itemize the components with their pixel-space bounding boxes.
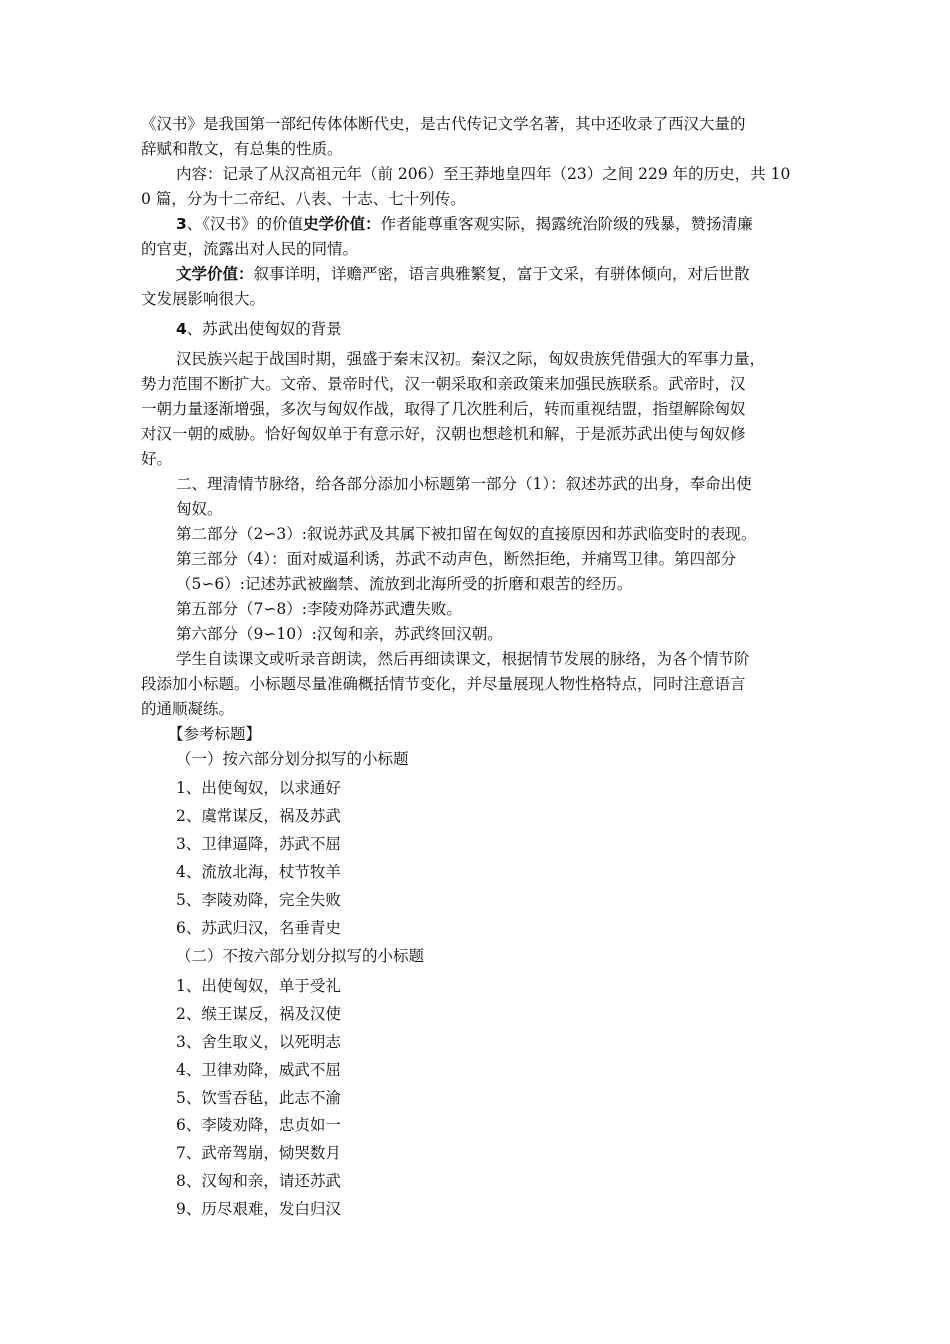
- reference-heading: 【参考标题】: [168, 725, 262, 743]
- list-two-item: 2、缑王谋反，祸及汉使: [176, 1005, 341, 1023]
- background-line-5: 好。: [141, 450, 173, 468]
- list-one-item: 6、苏武归汉，名垂青史: [176, 919, 341, 937]
- background-line-4: 对汉一朝的威胁。恰好匈奴单于有意示好，汉朝也想趁机和解，于是派苏武出使与匈奴修: [141, 425, 746, 443]
- task-line-1: 学生自读课文或听录音朗读，然后再细读课文，根据情节发展的脉络，为各个情节阶: [176, 650, 750, 668]
- list-two-item: 8、汉匈和亲，请还苏武: [176, 1172, 341, 1190]
- part-three-line-1: 第三部分（4）：面对威逼利诱，苏武不动声色，断然拒绝，并痛骂卫律。第四部分: [176, 550, 737, 568]
- list-two-item: 3、舍生取义，以死明志: [176, 1033, 341, 1051]
- intro-line-2: 辞赋和散文，有总集的性质。: [141, 140, 343, 158]
- value-line-2: 的官吏，流露出对人民的同情。: [141, 240, 359, 258]
- list-one-item: 3、卫律逼降，苏武不屈: [176, 835, 341, 853]
- list-two-item: 7、武帝驾崩，恸哭数月: [176, 1144, 341, 1162]
- background-title: 、苏武出使匈奴的背景: [186, 320, 342, 338]
- list-two-heading: （二）不按六部分划分拟写的小标题: [176, 947, 425, 965]
- list-one-heading: （一）按六部分划分拟写的小标题: [176, 750, 409, 768]
- list-one-item: 4、流放北海，杖节牧羊: [176, 863, 341, 881]
- part-two-line: 第二部分（2∽3）:叙说苏武及其属下被扣留在匈奴的直接原因和苏武临变时的表现。: [176, 525, 757, 543]
- background-number: 4: [176, 320, 187, 338]
- list-one-item: 1、出使匈奴，以求通好: [176, 779, 341, 797]
- list-two-item: 1、出使匈奴，单于受礼: [176, 977, 341, 995]
- task-line-3: 的通顺凝练。: [141, 700, 235, 718]
- historical-value-label: 史学价值：: [303, 215, 381, 233]
- literary-value-line-2: 文发展影响很大。: [141, 290, 266, 308]
- historical-value-text: 作者能尊重客观实际，揭露统治阶级的残暴，赞扬清廉: [380, 215, 753, 233]
- list-two-item: 9、历尽艰难，发白归汉: [176, 1200, 341, 1218]
- intro-line-1: 《汉书》是我国第一部纪传体体断代史，是古代传记文学名著，其中还收录了西汉大量的: [141, 115, 746, 133]
- list-one-item: 5、李陵劝降，完全失败: [176, 891, 341, 909]
- content-line-2: 0 篇，分为十二帝纪、八表、十志、七十列传。: [141, 190, 466, 208]
- background-line-3: 一朝力量逐渐增强，多次与匈奴作战，取得了几次胜利后，转而重视结盟，指望解除匈奴: [141, 400, 746, 418]
- list-two-item: 6、李陵劝降，忠贞如一: [176, 1116, 341, 1134]
- plot-line-2: 匈奴。: [176, 500, 223, 518]
- list-two-item: 4、卫律劝降，威武不屈: [176, 1061, 341, 1079]
- content-line-1: 内容：记录了从汉高祖元年（前 206）至王莽地皇四年（23）之间 229 年的历史，共 10: [176, 165, 791, 183]
- list-two-item: 5、饮雪吞毡，此志不渝: [176, 1089, 341, 1107]
- plot-line-1: 二、理清情节脉络，给各部分添加小标题第一部分（1）：叙述苏武的出身，奉命出使: [176, 475, 752, 493]
- background-line-2: 势力范围不断扩大。文帝、景帝时代，汉一朝采取和亲政策来加强民族联系。武帝时，汉: [141, 375, 746, 393]
- literary-value-label: 文学价值：: [176, 265, 254, 283]
- literary-value-line-1: [176, 263, 750, 285]
- value-number: 3: [176, 215, 187, 233]
- value-line-1: [176, 213, 753, 235]
- part-three-line-2: （5∽6）:记述苏武被幽禁、流放到北海所受的折磨和艰苦的经历。: [176, 575, 633, 593]
- literary-value-text: 叙事详明，详赡严密，语言典雅繁复，富于文采，有骈体倾向，对后世散: [253, 265, 750, 283]
- part-six-line: 第六部分（9∽10）:汉匈和亲，苏武终回汉朝。: [176, 625, 503, 643]
- background-heading: [176, 318, 342, 340]
- task-line-2: 段添加小标题。小标题尽量准确概括情节变化，并尽量展现人物性格特点，同时注意语言: [141, 675, 746, 693]
- list-one-item: 2、虞常谋反，祸及苏武: [176, 807, 341, 825]
- value-prefix: 、《汉书》的价值: [186, 215, 304, 233]
- part-five-line: 第五部分（7∽8）:李陵劝降苏武遭失败。: [176, 600, 462, 618]
- background-line-1: 汉民族兴起于战国时期，强盛于秦末汉初。秦汉之际，匈奴贵族凭借强大的军事力量，: [176, 350, 766, 368]
